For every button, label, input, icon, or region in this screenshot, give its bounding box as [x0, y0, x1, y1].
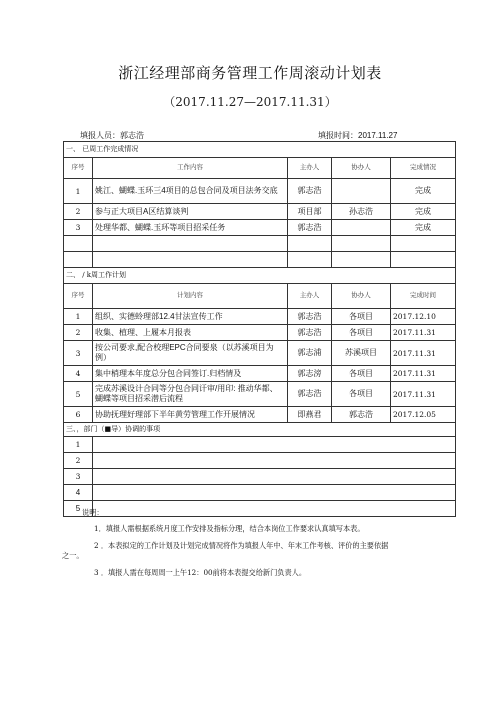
- row-no: 2: [64, 325, 93, 341]
- table-row: [64, 204, 456, 220]
- row-content: [93, 485, 456, 501]
- col-owner: 主办人: [288, 284, 332, 309]
- row-no: 4: [64, 366, 93, 382]
- col-assist: 协办人: [332, 284, 391, 309]
- section1-column-headers: [64, 158, 456, 179]
- row-owner: 郭志浩: [288, 309, 332, 325]
- row-no: 3: [64, 220, 93, 236]
- table-row: [64, 407, 456, 423]
- row-owner: 郭志浩: [288, 325, 332, 341]
- filler-label: 填报人员：郭志浩: [80, 131, 144, 140]
- row-owner: 郭志浩: [288, 382, 332, 407]
- section3-title: 三、，部门（■导）协调的事项: [64, 423, 456, 437]
- table-row: [64, 220, 456, 236]
- row-assist: 各项目: [332, 366, 391, 382]
- row-owner: 项目部: [288, 204, 332, 220]
- row-assist: [332, 179, 391, 204]
- fill-date: [318, 130, 397, 141]
- row-assist: 郭志浩: [332, 407, 391, 423]
- table-row: [64, 252, 456, 268]
- table-row: [64, 325, 456, 341]
- row-content: 处理华都、蝴蝶.玉环等项目招采任务: [93, 220, 288, 236]
- row-no: 1: [64, 309, 93, 325]
- table-row: [64, 469, 456, 485]
- page-title: 浙江经理部商务管理工作周滚动计划表: [118, 64, 382, 82]
- col-content: 工作内容: [93, 158, 288, 179]
- table-row: [64, 453, 456, 469]
- row-no: 5: [64, 382, 93, 407]
- row-content: 参与正大项目A区结算谈判: [93, 204, 288, 220]
- row-time: 2017.12.05: [391, 407, 456, 423]
- note-item-1: 1．填报人需根据系统月度工作安排及指标分理，结合本岗位工作要求认真填写本表。: [94, 524, 365, 534]
- col-owner: 主办人: [288, 158, 332, 179]
- row-status: 完成: [391, 220, 456, 236]
- section1-title: 一、 已周工作完成情况: [64, 142, 456, 158]
- row-content: 按公司要求,配合校理EPC合同要泉（以苏溪项目为例）: [93, 341, 288, 366]
- row-content: [93, 469, 456, 485]
- col-no: 序号: [64, 158, 93, 179]
- row-time: 2017.11.31: [391, 341, 456, 366]
- note-item-2: 2 ．本表拟定的工作计划及计划完成情况将作为填报人年中、年末工作考核、评价的主要依据: [94, 540, 389, 550]
- row-status: [391, 252, 456, 268]
- row-content: 协助抚理好理部下半年黄劳管理工作开展情况: [93, 407, 288, 423]
- row-owner: 郭志浩: [288, 179, 332, 204]
- row-no: 5: [64, 501, 93, 517]
- row-owner: 郭志浩: [288, 220, 332, 236]
- table-row: [64, 485, 456, 501]
- section2-header-row: [64, 268, 456, 284]
- row-no: [64, 252, 93, 268]
- row-no: 2: [64, 453, 93, 469]
- section3-header-row: [64, 423, 456, 437]
- row-time: 2017.11.31: [391, 382, 456, 407]
- col-content: 计划内容: [93, 284, 288, 309]
- row-no: 1: [64, 437, 93, 453]
- row-content: [93, 437, 456, 453]
- plan-table: [63, 141, 456, 517]
- row-owner: 即燕君: [288, 407, 332, 423]
- note-item-3: 3 ．填报人需在每周周一上午12：00前将本表提交给新门负责人。: [94, 567, 307, 577]
- row-content: [93, 236, 288, 252]
- fill-date-label: 填报时间：: [318, 131, 358, 140]
- row-no: 1: [64, 179, 93, 204]
- row-content: 收集、植理、上履本月报表: [93, 325, 288, 341]
- fill-date-value: 2017.11.27: [358, 131, 398, 140]
- table-row: [64, 437, 456, 453]
- table-row: [64, 341, 456, 366]
- col-time: 完成时间: [391, 284, 456, 309]
- row-time: 2017.12.10: [391, 309, 456, 325]
- section2-column-headers: [64, 284, 456, 309]
- row-no: 3: [64, 469, 93, 485]
- row-owner: 郭志滂: [288, 366, 332, 382]
- row-time: 2017.11.31: [391, 366, 456, 382]
- row-content: 组织、实德蛉理部12.4甘法宣传工作: [93, 309, 288, 325]
- col-assist: 协办人: [332, 158, 391, 179]
- row-assist: [332, 236, 391, 252]
- table-row: [64, 309, 456, 325]
- row-status: [391, 236, 456, 252]
- row-content: [93, 453, 456, 469]
- row-assist: 各项目: [332, 309, 391, 325]
- notes: [62, 508, 454, 584]
- section1-header-row: [64, 142, 456, 158]
- row-owner: 郭志浦: [288, 341, 332, 366]
- note-item-2-cont: 之一。: [62, 551, 84, 561]
- row-assist: 苏溪项目: [332, 341, 391, 366]
- row-assist: [332, 220, 391, 236]
- col-no: 序号: [64, 284, 93, 309]
- row-owner: [288, 236, 332, 252]
- notes-lead: 说明：: [82, 508, 104, 517]
- row-content: [93, 252, 288, 268]
- row-assist: 各项目: [332, 325, 391, 341]
- row-time: 2017.11.31: [391, 325, 456, 341]
- row-owner: [288, 252, 332, 268]
- table-row: [64, 179, 456, 204]
- row-status: 完成: [391, 179, 456, 204]
- row-no: 2: [64, 204, 93, 220]
- row-no: 6: [64, 407, 93, 423]
- row-no: 4: [64, 485, 93, 501]
- row-no: [64, 236, 93, 252]
- table-row: [64, 382, 456, 407]
- row-content: 完成苏溪设计合同等分包合同讦审/用印: 推动华都、蝴蝶等项目招采潜后流程: [93, 382, 288, 407]
- row-assist: 各项目: [332, 382, 391, 407]
- section2-title: 二、 ∕ k周工作计划: [64, 268, 456, 284]
- col-status: 完成情况: [391, 158, 456, 179]
- row-content: 集中梢理本年度总分包合同签订.归档情及: [93, 366, 288, 382]
- table-row: [64, 236, 456, 252]
- row-status: 完成: [391, 204, 456, 220]
- row-content: 姚江、蝴蝶.玉环三4项目的总包合同及项目法务交底: [93, 179, 288, 204]
- period-range: （2017.11.27—2017.11.31）: [163, 95, 337, 109]
- row-assist: 孙志浩: [332, 204, 391, 220]
- row-no: 3: [64, 341, 93, 366]
- row-assist: [332, 252, 391, 268]
- table-row: [64, 366, 456, 382]
